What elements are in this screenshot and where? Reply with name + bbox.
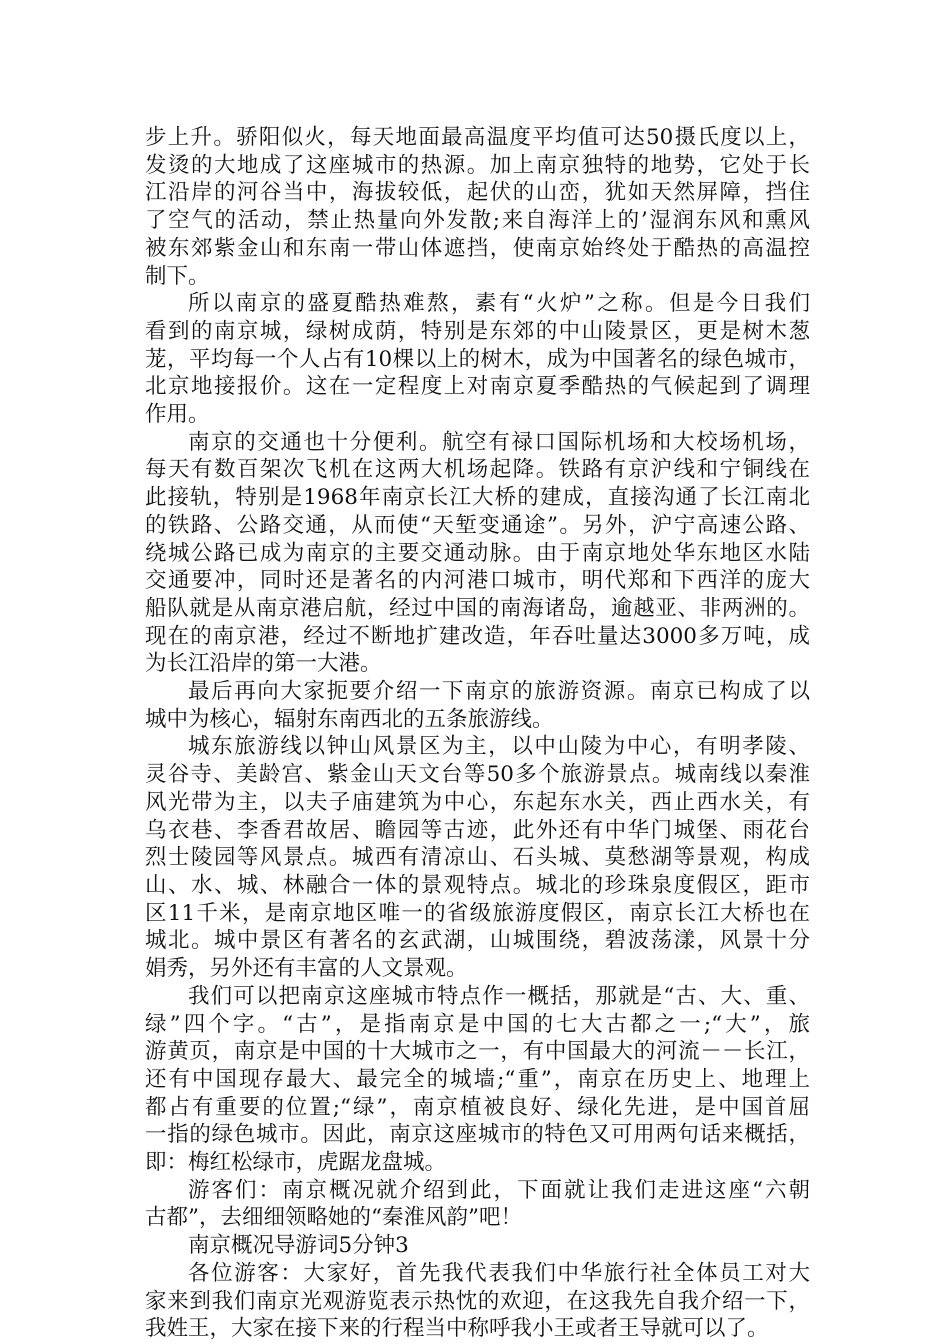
text-line: 所以南京的盛夏酷热难熬，素有“火炉”之称。但是今日我们: [188, 291, 810, 317]
paragraph: [145, 1260, 810, 1343]
text-line: 城东旅游线以钟山风景区为主，以中山陵为中心，有明孝陵、: [188, 734, 810, 760]
text-line: 最后再向大家扼要介绍一下南京的旅游资源。南京已构成了以: [188, 679, 810, 705]
text-line: 即：梅红松绿市，虎踞龙盘城。: [145, 1150, 447, 1176]
text-line: 绕城公路已成为南京的主要交通动脉。由于南京地处华东地区水陆: [145, 540, 810, 566]
paragraph: [145, 678, 810, 733]
text-line: 我们可以把南京这座城市特点作一概括，那就是“古、大、重、: [188, 983, 810, 1009]
text-line: 被东郊紫金山和东南一带山体遮挡，使南京始终处于酷热的高温控: [145, 235, 810, 261]
text-line: 作用。: [145, 402, 210, 428]
text-line: 的铁路、公路交通，从而使“天堑变通途”。另外，沪宁高速公路、: [145, 512, 810, 538]
paragraph: [145, 290, 810, 429]
paragraph: [145, 983, 810, 1177]
text-line: 烈士陵园等风景点。城西有清凉山、石头城、莫愁湖等景观，构成: [145, 845, 810, 871]
text-line: 交通要冲，同时还是著名的内河港口城市，明代郑和下西洋的庞大: [145, 568, 810, 594]
text-line: 灵谷寺、美龄宫、紫金山天文台等50多个旅游景点。城南线以秦淮: [145, 762, 810, 788]
text-line: 为长江沿岸的第一大港。: [145, 651, 382, 677]
paragraph: [145, 124, 810, 290]
text-line: 南京概况导游词5分钟3: [188, 1233, 409, 1259]
text-line: 茏，平均每一个人占有10棵以上的树木，成为中国著名的绿色城市，: [145, 346, 810, 372]
text-line: 此接轨，特别是1968年南京长江大桥的建成，直接沟通了长江南北: [145, 485, 810, 511]
text-line: 绿”四个字。“古”，是指南京是中国的七大古都之一;“大”，旅: [145, 1011, 810, 1037]
text-line: 游黄页，南京是中国的十大城市之一，有中国最大的河流－－长江，: [145, 1039, 810, 1065]
text-line: 步上升。骄阳似火，每天地面最高温度平均值可达50摄氏度以上，: [145, 125, 810, 150]
text-line: 城中为核心，辐射东南西北的五条旅游线。: [145, 706, 554, 732]
text-line: 娟秀，另外还有丰富的人文景观。: [145, 956, 468, 982]
text-line: 发烫的大地成了这座城市的热源。加上南京独特的地势，它处于长: [145, 152, 810, 178]
paragraph: [145, 1177, 810, 1232]
text-line: 都占有重要的位置;“绿”，南京植被良好、绿化先进，是中国首屈: [145, 1094, 810, 1120]
text-line: 家来到我们南京光观游览表示热忱的欢迎，在这我先自我介绍一下，: [145, 1288, 810, 1314]
text-line: 还有中国现存最大、最完全的城墙;“重”，南京在历史上、地理上: [145, 1066, 810, 1092]
text-line: 南京的交通也十分便利。航空有禄口国际机场和大校场机场，: [188, 429, 810, 455]
text-line: 各位游客：大家好，首先我代表我们中华旅行社全体员工对大: [188, 1260, 810, 1286]
text-line: 江沿岸的河谷当中，海拔较低，起伏的山峦，犹如天然屏障，挡住: [145, 180, 810, 206]
text-line: 现在的南京港，经过不断地扩建改造，年吞吐量达3000多万吨，成: [145, 623, 810, 649]
text-line: 北京地接报价。这在一定程度上对南京夏季酷热的气候起到了调理: [145, 374, 810, 400]
text-line: 游客们：南京概况就介绍到此，下面就让我们走进这座“六朝: [188, 1177, 810, 1203]
text-line: 区11千米，是南京地区唯一的省级旅游度假区，南京长江大桥也在: [145, 900, 810, 926]
text-line: 我姓王，大家在接下来的行程当中称呼我小王或者王导就可以了。: [145, 1316, 769, 1342]
paragraph: [145, 429, 810, 678]
text-line: 看到的南京城，绿树成荫，特别是东郊的中山陵景区，更是树木葱: [145, 318, 810, 344]
paragraph: [145, 733, 810, 982]
text-line: 制下。: [145, 263, 210, 289]
text-line: 古都”，去细细领略她的“秦淮风韵”吧！: [145, 1205, 522, 1231]
text-line: 一指的绿色城市。因此，南京这座城市的特色又可用两句话来概括，: [145, 1122, 810, 1148]
text-line: 每天有数百架次飞机在这两大机场起降。铁路有京沪线和宁铜线在: [145, 457, 810, 483]
text-line: 了空气的活动，禁止热量向外发散;来自海洋上的’湿润东风和熏风: [145, 208, 810, 234]
text-line: 城北。城中景区有著名的玄武湖，山城围绕，碧波荡漾，风景十分: [145, 928, 810, 954]
text-line: 船队就是从南京港启航，经过中国的南海诸岛，逾越亚、非两洲的。: [145, 595, 810, 621]
text-line: 乌衣巷、李香君故居、瞻园等古迹，此外还有中华门城堡、雨花台: [145, 817, 810, 843]
text-line: 风光带为主，以夫子庙建筑为中心，东起东水关，西止西水关，有: [145, 789, 810, 815]
paragraph: [145, 1232, 810, 1260]
text-line: 山、水、城、林融合一体的景观特点。城北的珍珠泉度假区，距市: [145, 872, 810, 898]
